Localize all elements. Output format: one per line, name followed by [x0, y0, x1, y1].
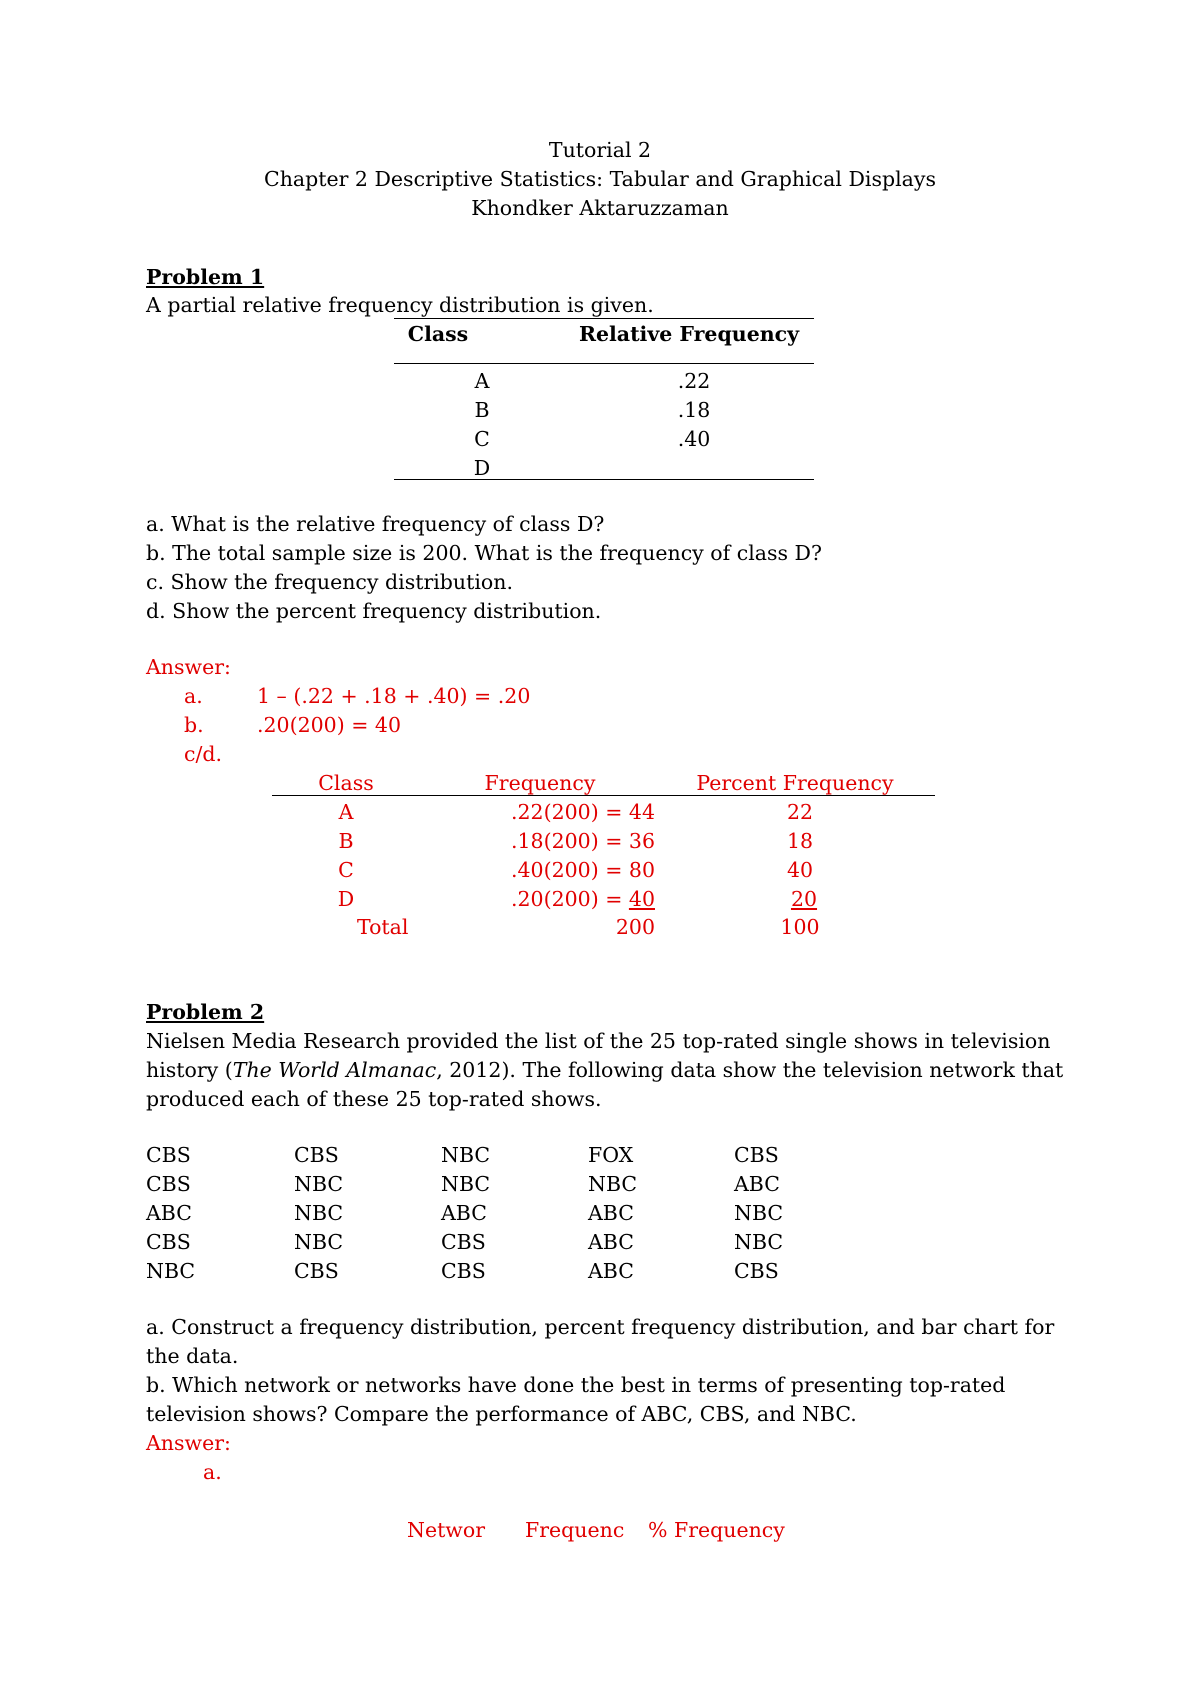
problem2-intro-line3: produced each of these 25 top-rated shows.: [146, 1087, 602, 1111]
problem2-question-b-line2: television shows? Compare the performance of ABC, CBS, and NBC.: [146, 1402, 857, 1426]
problem2-intro-line1: Nielsen Media Research provided the list of the 25 top-rated single shows in television: [146, 1029, 1051, 1053]
problem2-answer-a: a.: [203, 1460, 222, 1484]
table2-pct-d-value: 20: [790, 887, 818, 911]
answer-b-text: .20(200) = 40: [257, 713, 402, 737]
almanac-title: The World Almanac: [232, 1058, 437, 1082]
table2-freq-a: .22(200) = 44: [510, 800, 655, 824]
network-r2c1: CBS: [146, 1172, 191, 1196]
network-r5c4: ABC: [588, 1259, 634, 1283]
answer-a-label: a.: [184, 684, 203, 708]
problem1-heading: Problem 1: [146, 265, 265, 289]
network-r5c2: CBS: [294, 1259, 339, 1283]
problem2-question-b-line1: b. Which network or networks have done the best in terms of presenting top-rated: [146, 1373, 1006, 1397]
table1-rf-b: .18: [677, 398, 711, 422]
table2-total-pct: 100: [780, 915, 820, 939]
table2-freq-d: [440, 885, 655, 914]
network-r1c3: NBC: [441, 1143, 491, 1167]
network-r4c3: CBS: [441, 1230, 486, 1254]
author-name: Khondker Aktaruzzaman: [471, 196, 729, 220]
network-r2c3: NBC: [441, 1172, 491, 1196]
network-r1c5: CBS: [734, 1143, 779, 1167]
table1-bottom-rule: [394, 479, 814, 480]
network-r4c5: NBC: [734, 1230, 784, 1254]
table1-class-c: C: [474, 427, 490, 451]
network-r3c4: ABC: [588, 1201, 634, 1225]
network-r1c4: FOX: [588, 1143, 634, 1167]
problem2-question-a-line2: the data.: [146, 1344, 239, 1368]
problem1-question-c: c. Show the frequency distribution.: [146, 570, 513, 594]
problem1-question-d: d. Show the percent frequency distribution.: [146, 599, 602, 623]
table2-pct-d: [770, 885, 830, 914]
problem1-answer-label: Answer:: [146, 655, 231, 679]
network-r3c2: NBC: [294, 1201, 344, 1225]
network-r2c5: ABC: [734, 1172, 780, 1196]
network-r4c2: NBC: [294, 1230, 344, 1254]
problem2-intro-line2: [146, 1056, 1063, 1085]
network-r5c1: NBC: [146, 1259, 196, 1283]
answer-b-label: b.: [184, 713, 204, 737]
table2-class-c: C: [338, 858, 354, 882]
table2-header-percent: Percent Frequency: [696, 771, 894, 795]
table2-class-a: A: [338, 800, 354, 824]
network-r1c2: CBS: [294, 1143, 339, 1167]
problem1-question-a: a. What is the relative frequency of class D?: [146, 512, 605, 536]
table1-header-relfreq: Relative Frequency: [578, 322, 800, 346]
table1-class-b: B: [474, 398, 490, 422]
table1-header-rule: [394, 363, 814, 364]
problem2-answer-label: Answer:: [146, 1431, 231, 1455]
table2-header-frequency: Frequency: [484, 771, 596, 795]
problem2-heading: Problem 2: [146, 1000, 265, 1024]
answer-table-header-frequency: Frequenc: [525, 1518, 625, 1542]
table2-freq-d-value: 40: [628, 887, 655, 911]
table2-class-b: B: [338, 829, 354, 853]
table1-top-rule: [394, 318, 814, 319]
network-r2c2: NBC: [294, 1172, 344, 1196]
table1-class-d: D: [473, 456, 491, 480]
table2-header-class: Class: [318, 771, 374, 795]
network-r1c1: CBS: [146, 1143, 191, 1167]
network-r3c5: NBC: [734, 1201, 784, 1225]
network-r3c3: ABC: [441, 1201, 487, 1225]
network-r4c4: ABC: [588, 1230, 634, 1254]
table1-class-a: A: [474, 369, 490, 393]
table2-pct-b: 18: [786, 829, 814, 853]
answer-table-header-network: Networ: [407, 1518, 485, 1542]
problem2-intro-line2-pre: history (: [146, 1058, 233, 1082]
problem1-intro: A partial relative frequency distribution is given.: [146, 293, 654, 317]
table1-rf-a: .22: [677, 369, 711, 393]
doc-title: Tutorial 2: [548, 138, 652, 162]
chapter-title: Chapter 2 Descriptive Statistics: Tabular and Graphical Displays: [264, 167, 936, 191]
table2-freq-c: .40(200) = 80: [510, 858, 655, 882]
table2-class-d: D: [337, 887, 355, 911]
table2-freq-d-prefix: .20(200) =: [510, 887, 629, 911]
network-r2c4: NBC: [588, 1172, 638, 1196]
network-r5c5: CBS: [734, 1259, 779, 1283]
problem2-intro-line2-post: , 2012). The following data show the television network that: [436, 1058, 1064, 1082]
table2-total-label: Total: [357, 915, 409, 939]
network-r3c1: ABC: [146, 1201, 192, 1225]
table2-pct-c: 40: [786, 858, 814, 882]
network-r4c1: CBS: [146, 1230, 191, 1254]
table2-freq-b: .18(200) = 36: [510, 829, 655, 853]
table2-pct-a: 22: [786, 800, 814, 824]
table1-header-class: Class: [407, 322, 469, 346]
answer-cd-label: c/d.: [184, 742, 223, 766]
table2-total-freq: 200: [615, 915, 655, 939]
table1-rf-c: .40: [677, 427, 711, 451]
answer-table-header-percent: % Frequency: [648, 1518, 785, 1542]
table2-header-rule: [272, 795, 935, 796]
problem1-question-b: b. The total sample size is 200. What is the frequency of class D?: [146, 541, 822, 565]
problem2-question-a-line1: a. Construct a frequency distribution, percent frequency distribution, and bar chart for: [146, 1315, 1055, 1339]
network-r5c3: CBS: [441, 1259, 486, 1283]
answer-a-text: 1 – (.22 + .18 + .40) = .20: [257, 684, 531, 708]
